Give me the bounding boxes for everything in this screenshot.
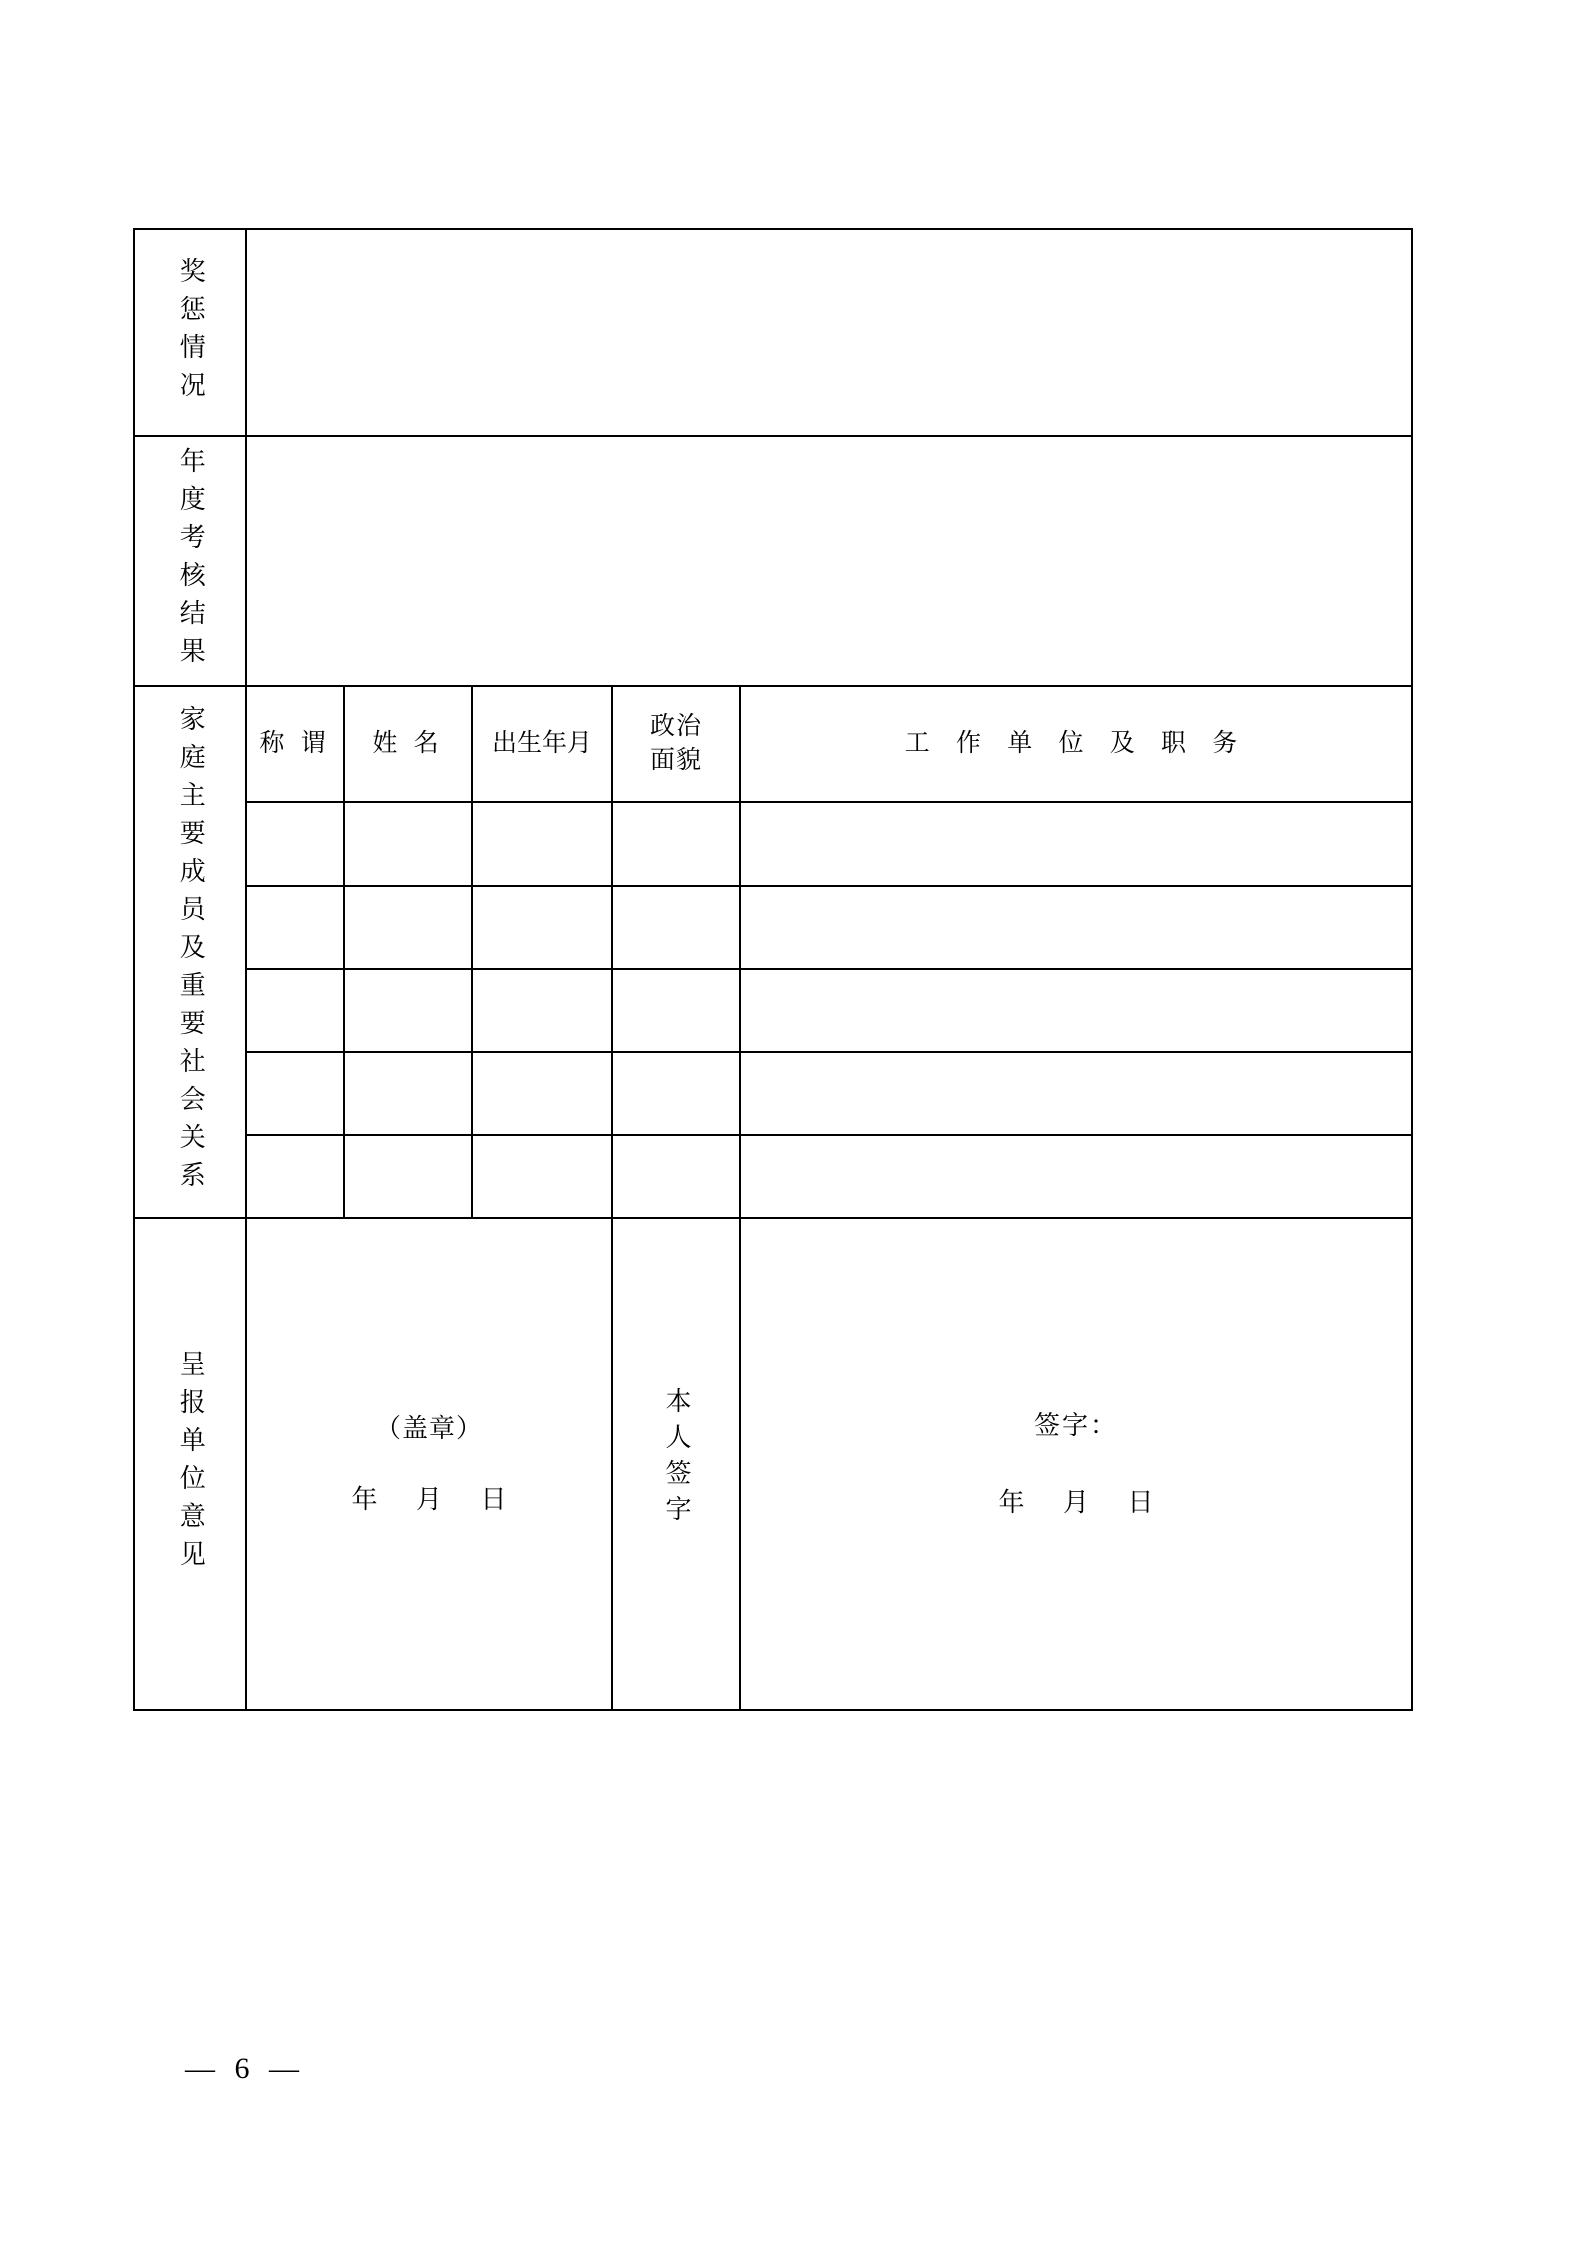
table-row-family-member [134,1135,1412,1218]
seal-text: （盖章） [374,1413,483,1443]
self-signature-cell[interactable] [612,1218,740,1710]
seal-date: 年 月 日 [351,1485,523,1514]
self-signature-label: 本人签字 [661,1387,691,1532]
family-cell-political[interactable] [612,969,740,1052]
family-cell-relation[interactable] [246,1135,344,1218]
family-cell-name[interactable] [344,886,472,969]
table-row-family-member [134,802,1412,885]
family-cell-work[interactable] [740,969,1412,1052]
family-cell-birth[interactable] [472,802,612,885]
table-row-family-member [134,886,1412,969]
personnel-form [133,228,1411,1711]
family-header-political-line2: 面貌 [649,747,702,775]
table-row-family-header [134,686,1412,802]
family-cell-name[interactable] [344,802,472,885]
row-label-opinion [134,1218,246,1710]
family-header-political-line1: 政治 [649,713,702,741]
family-cell-name[interactable] [344,969,472,1052]
table-row-opinion [134,1218,1412,1710]
rewards-label: 奖惩情况 [176,256,206,409]
opinion-seal-cell[interactable] [246,1218,612,1710]
opinion-label: 呈报单位意见 [176,1350,206,1578]
row-label-family [134,686,246,1218]
family-cell-relation[interactable] [246,802,344,885]
family-cell-work[interactable] [740,1135,1412,1218]
family-header-birth: 出生年月 [472,686,612,802]
family-cell-work[interactable] [740,886,1412,969]
row-label-rewards [134,229,246,436]
family-cell-name[interactable] [344,1052,472,1135]
family-header-political [612,686,740,802]
signature-date: 年 月 日 [998,1488,1170,1517]
table-row-family-member [134,969,1412,1052]
family-header-work: 工 作 单 位 及 职 务 [740,686,1412,802]
row-label-annual-review [134,436,246,686]
family-cell-work[interactable] [740,802,1412,885]
family-header-relation: 称 谓 [246,686,344,802]
rewards-value-cell[interactable] [246,229,1412,436]
family-cell-birth[interactable] [472,1052,612,1135]
family-cell-political[interactable] [612,1052,740,1135]
table-row-rewards [134,229,1412,436]
annual-review-label: 年度考核结果 [176,447,206,675]
family-cell-birth[interactable] [472,886,612,969]
annual-review-value-cell[interactable] [246,436,1412,686]
family-header-name: 姓 名 [344,686,472,802]
family-cell-birth[interactable] [472,969,612,1052]
seal-block [247,1411,611,1517]
family-cell-relation[interactable] [246,1052,344,1135]
form-table [133,228,1413,1711]
table-row-annual-review [134,436,1412,686]
family-label: 家庭主要成员及重要社会关系 [176,705,206,1199]
family-cell-political[interactable] [612,886,740,969]
family-cell-political[interactable] [612,1135,740,1218]
table-row-family-member [134,1052,1412,1135]
family-cell-work[interactable] [740,1052,1412,1135]
signature-cell[interactable] [740,1218,1412,1710]
family-cell-political[interactable] [612,802,740,885]
family-cell-birth[interactable] [472,1135,612,1218]
signature-block [741,1408,1411,1520]
family-cell-relation[interactable] [246,886,344,969]
signature-text: 签字： [1034,1410,1119,1440]
family-cell-relation[interactable] [246,969,344,1052]
page-number: — 6 — [185,2052,305,2085]
family-cell-name[interactable] [344,1135,472,1218]
